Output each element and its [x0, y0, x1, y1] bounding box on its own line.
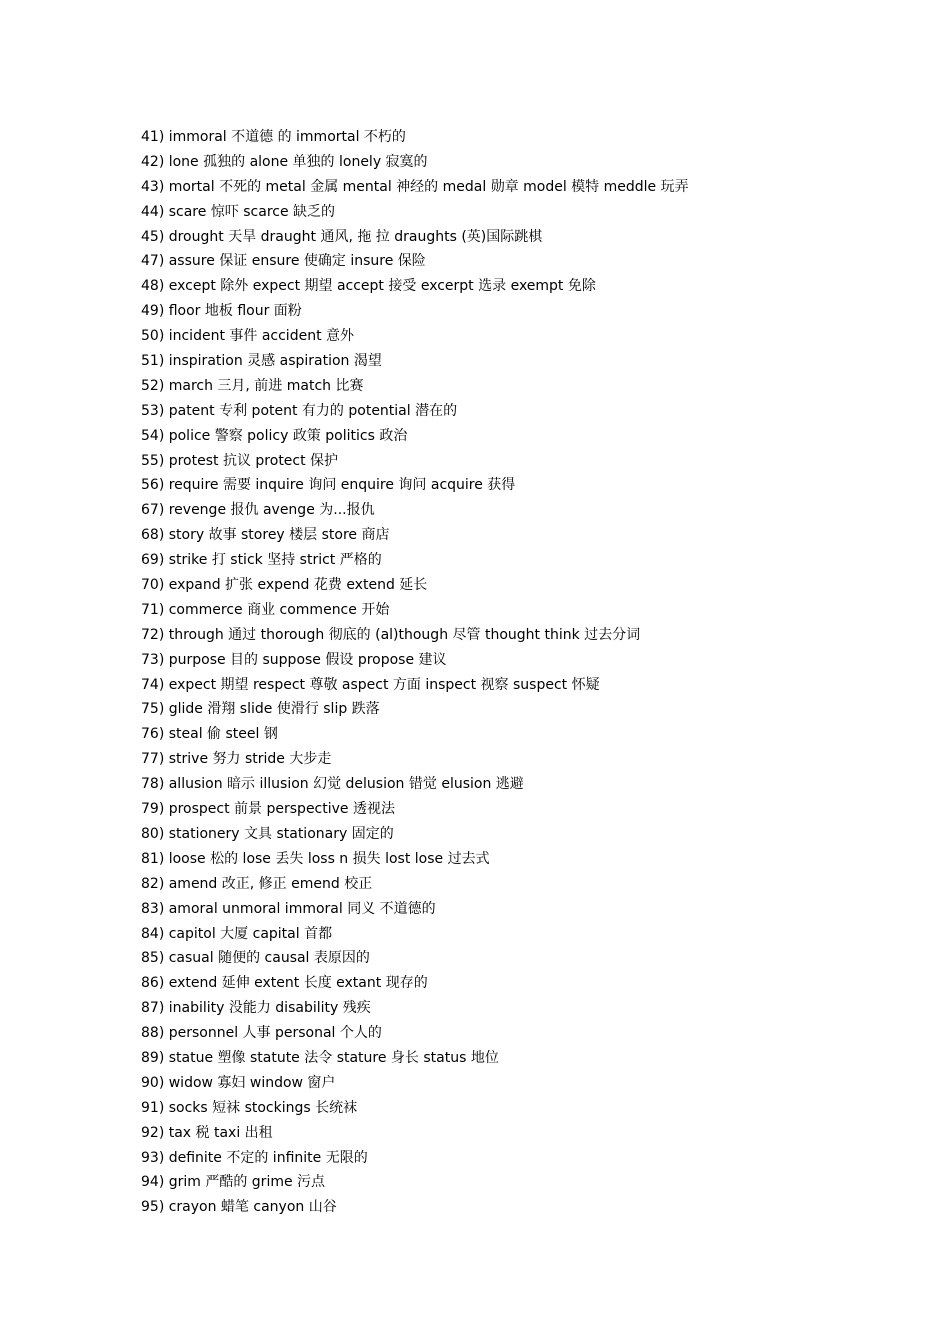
list-item: 86) extend 延伸 extent 长度 extant 现存的	[141, 975, 428, 992]
list-item: 53) patent 专利 potent 有力的 potential 潜在的	[141, 402, 458, 419]
list-item: 52) march 三月, 前进 match 比赛	[141, 377, 364, 394]
list-item: 47) assure 保证 ensure 使确定 insure 保险	[141, 253, 426, 270]
list-item: 91) socks 短袜 stockings 长统袜	[141, 1099, 358, 1116]
list-item: 82) amend 改正, 修正 emend 校正	[141, 875, 373, 892]
list-item: 72) through 通过 thorough 彻底的 (al)though 尽管 thought think 过去分词	[141, 626, 641, 643]
list-item: 68) story 故事 storey 楼层 store 商店	[141, 527, 390, 544]
list-item: 75) glide 滑翔 slide 使滑行 slip 跌落	[141, 701, 380, 718]
list-item: 43) mortal 不死的 metal 金属 mental 神经的 medal 勋章 model 模特 meddle 玩弄	[141, 178, 689, 195]
list-item: 51) inspiration 灵感 aspiration 渴望	[141, 353, 382, 370]
list-item: 76) steal 偷 steel 钢	[141, 726, 278, 743]
list-item: 90) widow 寡妇 window 窗户	[141, 1074, 336, 1091]
list-item: 79) prospect 前景 perspective 透视法	[141, 801, 395, 818]
list-item: 42) lone 孤独的 alone 单独的 lonely 寂寞的	[141, 153, 428, 170]
list-item: 67) revenge 报仇 avenge 为...报仇	[141, 502, 375, 519]
list-item: 88) personnel 人事 personal 个人的	[141, 1025, 382, 1042]
list-item: 84) capitol 大厦 capital 首都	[141, 925, 333, 942]
list-item: 77) strive 努力 stride 大步走	[141, 751, 332, 768]
list-item: 44) scare 惊吓 scarce 缺乏的	[141, 203, 336, 220]
list-item: 48) except 除外 expect 期望 accept 接受 excerpt 选录 exempt 免除	[141, 278, 596, 295]
list-item: 83) amoral unmoral immoral 同义 不道德的	[141, 900, 436, 917]
list-item: 49) floor 地板 flour 面粉	[141, 303, 302, 320]
list-item: 93) definite 不定的 infinite 无限的	[141, 1149, 368, 1166]
word-list	[141, 125, 689, 1220]
list-item: 85) casual 随便的 causal 表原因的	[141, 950, 370, 967]
list-item: 94) grim 严酷的 grime 污点	[141, 1174, 326, 1191]
list-item: 54) police 警察 policy 政策 politics 政治	[141, 427, 408, 444]
list-item: 78) allusion 暗示 illusion 幻觉 delusion 错觉 elusion 逃避	[141, 776, 524, 793]
list-item: 56) require 需要 inquire 询问 enquire 询问 acquire 获得	[141, 477, 516, 494]
list-item: 41) immoral 不道德 的 immortal 不朽的	[141, 129, 406, 145]
list-item: 74) expect 期望 respect 尊敬 aspect 方面 inspect 视察 suspect 怀疑	[141, 676, 600, 693]
list-item: 92) tax 税 taxi 出租	[141, 1124, 273, 1141]
list-item: 45) drought 天旱 draught 通风, 拖 拉 draughts (英)国际跳棋	[141, 228, 543, 245]
list-item: 81) loose 松的 lose 丢失 loss n 损失 lost lose 过去式	[141, 850, 490, 867]
list-item: 50) incident 事件 accident 意外	[141, 328, 355, 345]
list-item: 55) protest 抗议 protect 保护	[141, 452, 339, 469]
list-item: 71) commerce 商业 commence 开始	[141, 601, 390, 618]
list-item: 70) expand 扩张 expend 花费 extend 延长	[141, 577, 428, 594]
list-item: 95) crayon 蜡笔 canyon 山谷	[141, 1199, 337, 1216]
list-item: 89) statue 塑像 statute 法令 stature 身长 status 地位	[141, 1049, 499, 1066]
list-item: 73) purpose 目的 suppose 假设 propose 建议	[141, 651, 447, 668]
list-item: 87) inability 没能力 disability 残疾	[141, 1000, 371, 1017]
list-item: 69) strike 打 stick 坚持 strict 严格的	[141, 552, 382, 569]
list-item: 80) stationery 文具 stationary 固定的	[141, 825, 394, 842]
